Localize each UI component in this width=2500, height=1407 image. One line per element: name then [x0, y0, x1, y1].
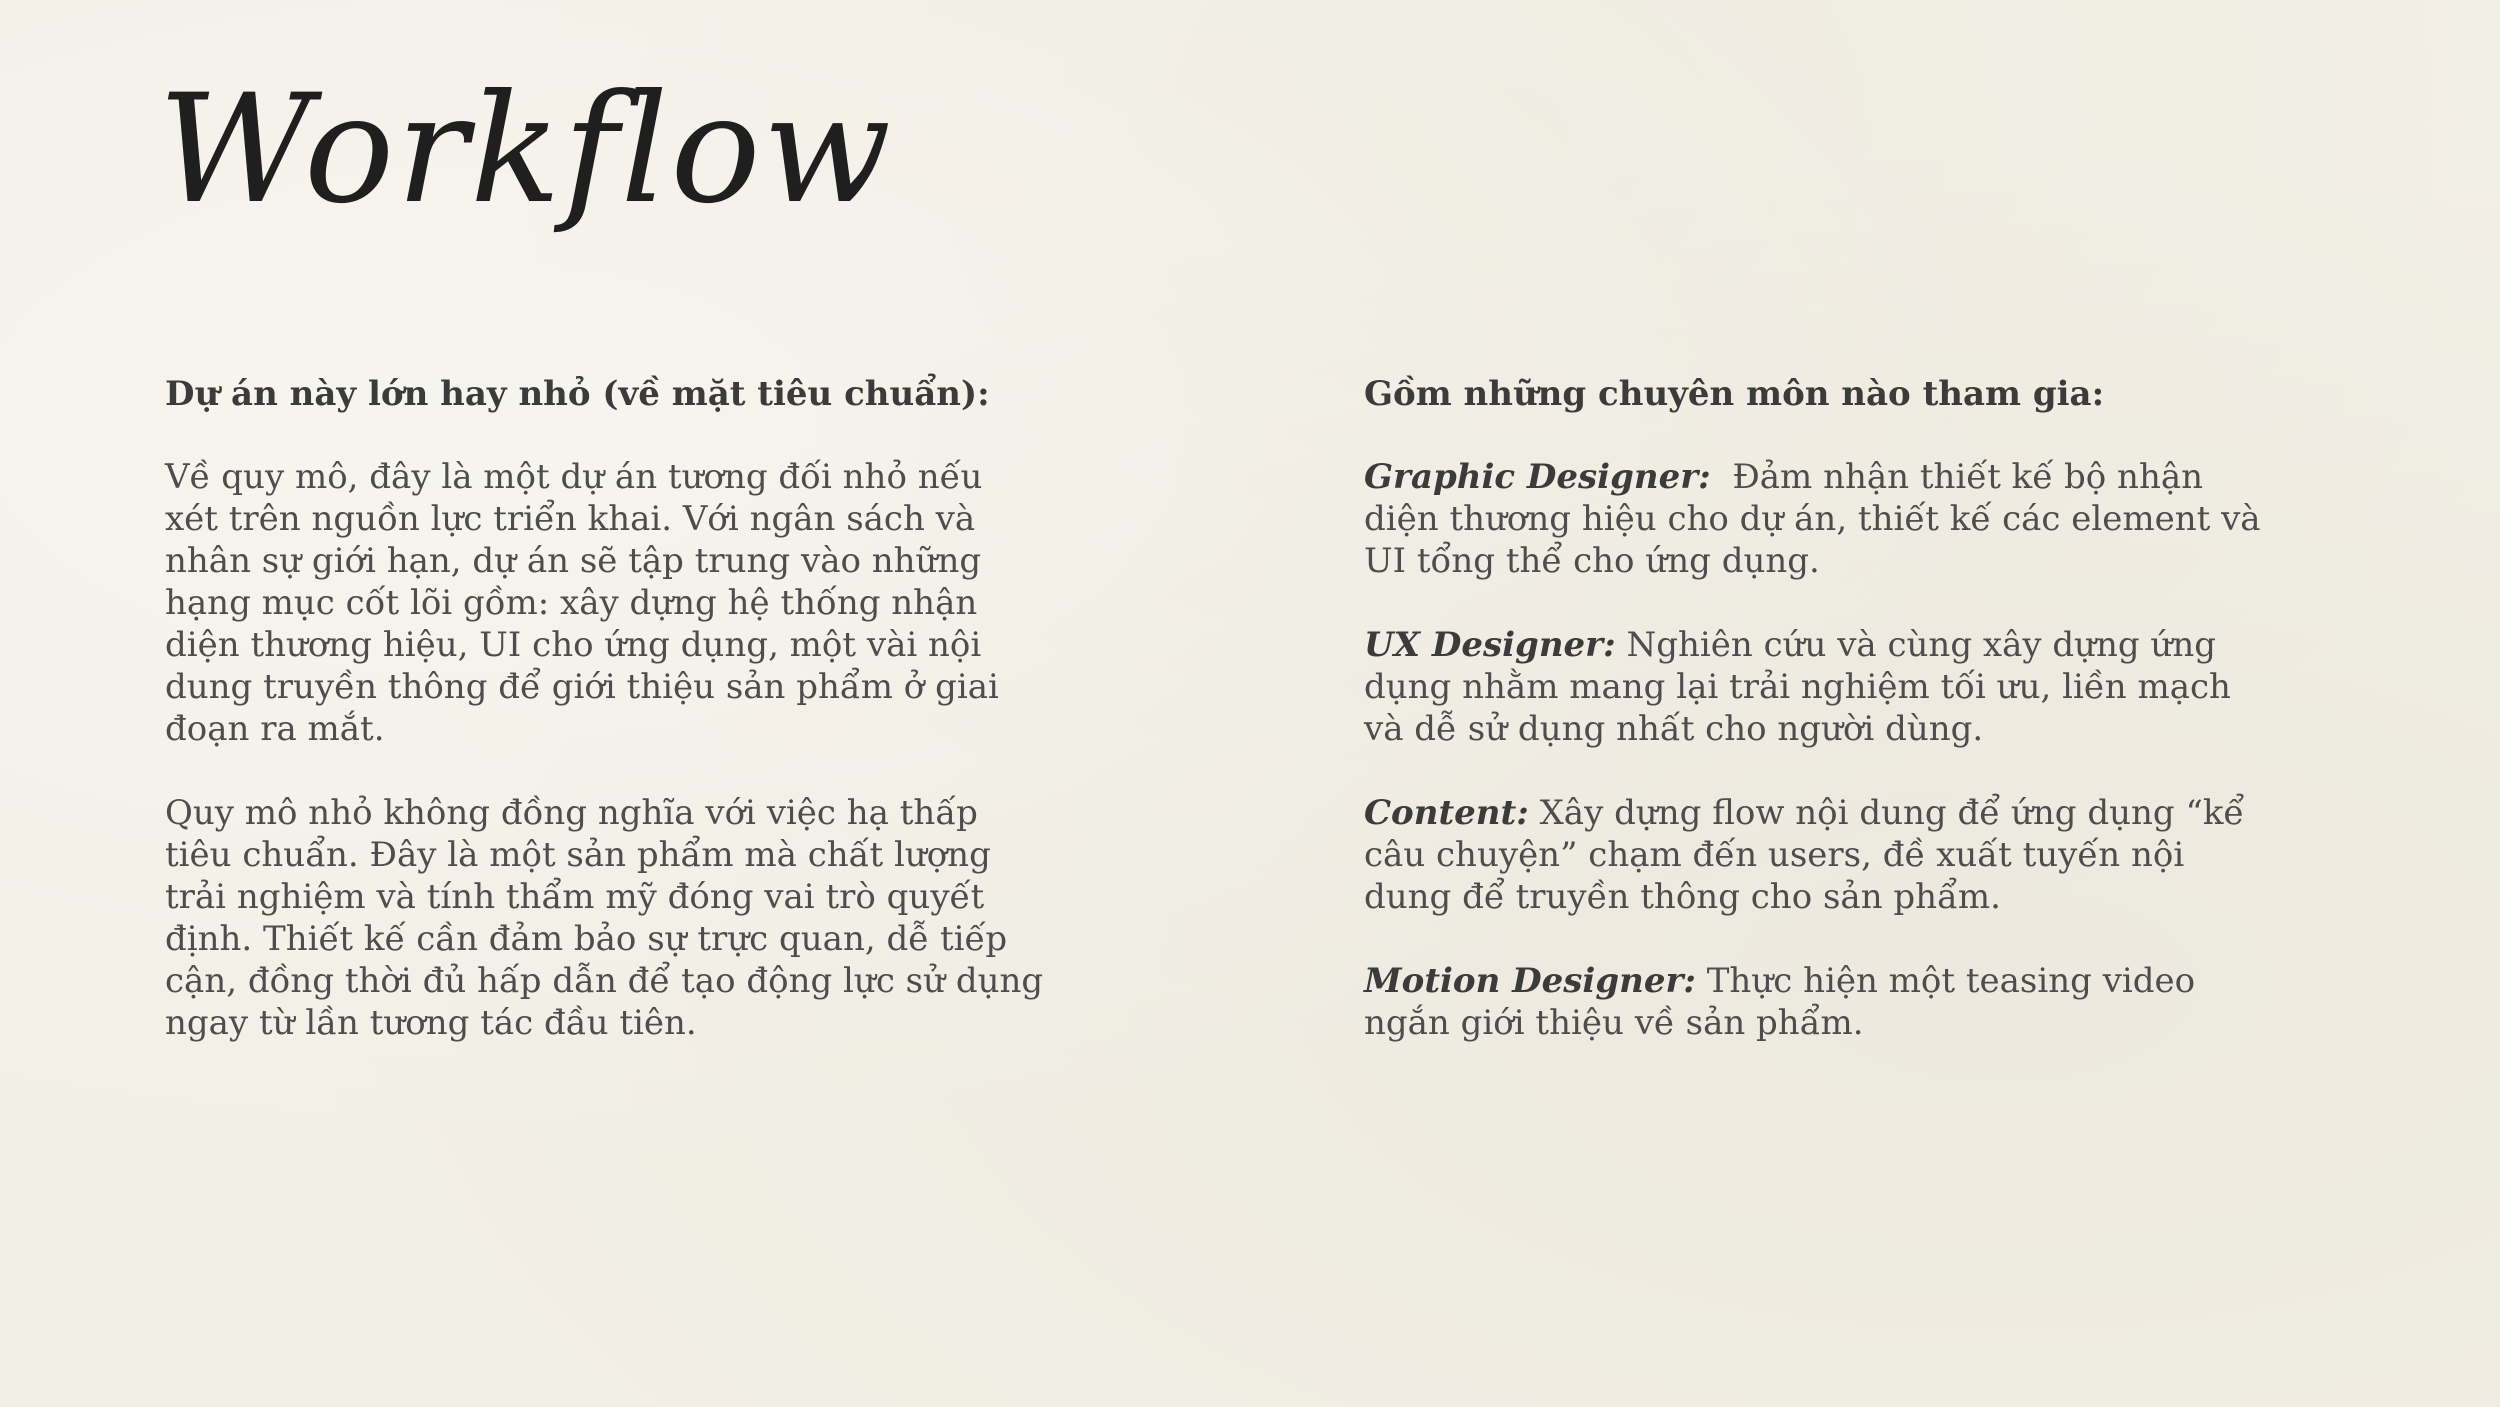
project-scale-paragraph-1: Về quy mô, đây là một dự án tương đối nhỏ nếu xét trên nguồn lực triển khai. Với ngân sách và nhân sự giới hạn, dự án sẽ tập trung vào những hạng mục cốt lõi gồm: xây dựng hệ thống nhận diện thương hiệu, UI cho ứng dụng, một vài nội dung truyền thông để giới thiệu sản phẩm ở giai đoạn ra mắt. [165, 457, 999, 749]
role-description: Thực hiện một teasing video ngắn giới thiệu về sản phẩm. [1364, 961, 2196, 1043]
project-scale-section [165, 373, 1045, 1086]
team-roles-section [1364, 373, 2264, 1086]
role-graphic-designer [1364, 456, 2264, 582]
role-name: Graphic Designer: [1364, 457, 1711, 497]
role-description: Nghiên cứu và cùng xây dựng ứng dụng nhằm mang lại trải nghiệm tối ưu, liền mạch và dễ sử dụng nhất cho người dùng. [1364, 625, 2231, 749]
role-ux-designer [1364, 624, 2264, 750]
project-scale-heading: Dự án này lớn hay nhỏ (về mặt tiêu chuẩn): [165, 374, 990, 414]
page-title: Workflow [158, 63, 894, 237]
project-scale-paragraph-2: Quy mô nhỏ không đồng nghĩa với việc hạ thấp tiêu chuẩn. Đây là một sản phẩm mà chất lượng trải nghiệm và tính thẩm mỹ đóng vai trò quyết định. Thiết kế cần đảm bảo sự trực quan, dễ tiếp cận, đồng thời đủ hấp dẫn để tạo động lực sử dụng ngay từ lần tương tác đầu tiên. [165, 793, 1044, 1043]
team-roles-heading: Gồm những chuyên môn nào tham gia: [1364, 374, 2105, 414]
role-name: Content: [1364, 793, 1529, 833]
role-description: Đảm nhận thiết kế bộ nhận diện thương hiệu cho dự án, thiết kế các element và UI tổng thể cho ứng dụng. [1364, 457, 2261, 581]
role-description: Xây dựng flow nội dung để ứng dụng “kể câu chuyện” chạm đến users, đề xuất tuyến nội dung để truyền thông cho sản phẩm. [1364, 793, 2245, 917]
role-name: Motion Designer: [1364, 961, 1696, 1001]
role-name: UX Designer: [1364, 625, 1616, 665]
role-motion-designer [1364, 960, 2264, 1044]
role-content [1364, 792, 2264, 918]
